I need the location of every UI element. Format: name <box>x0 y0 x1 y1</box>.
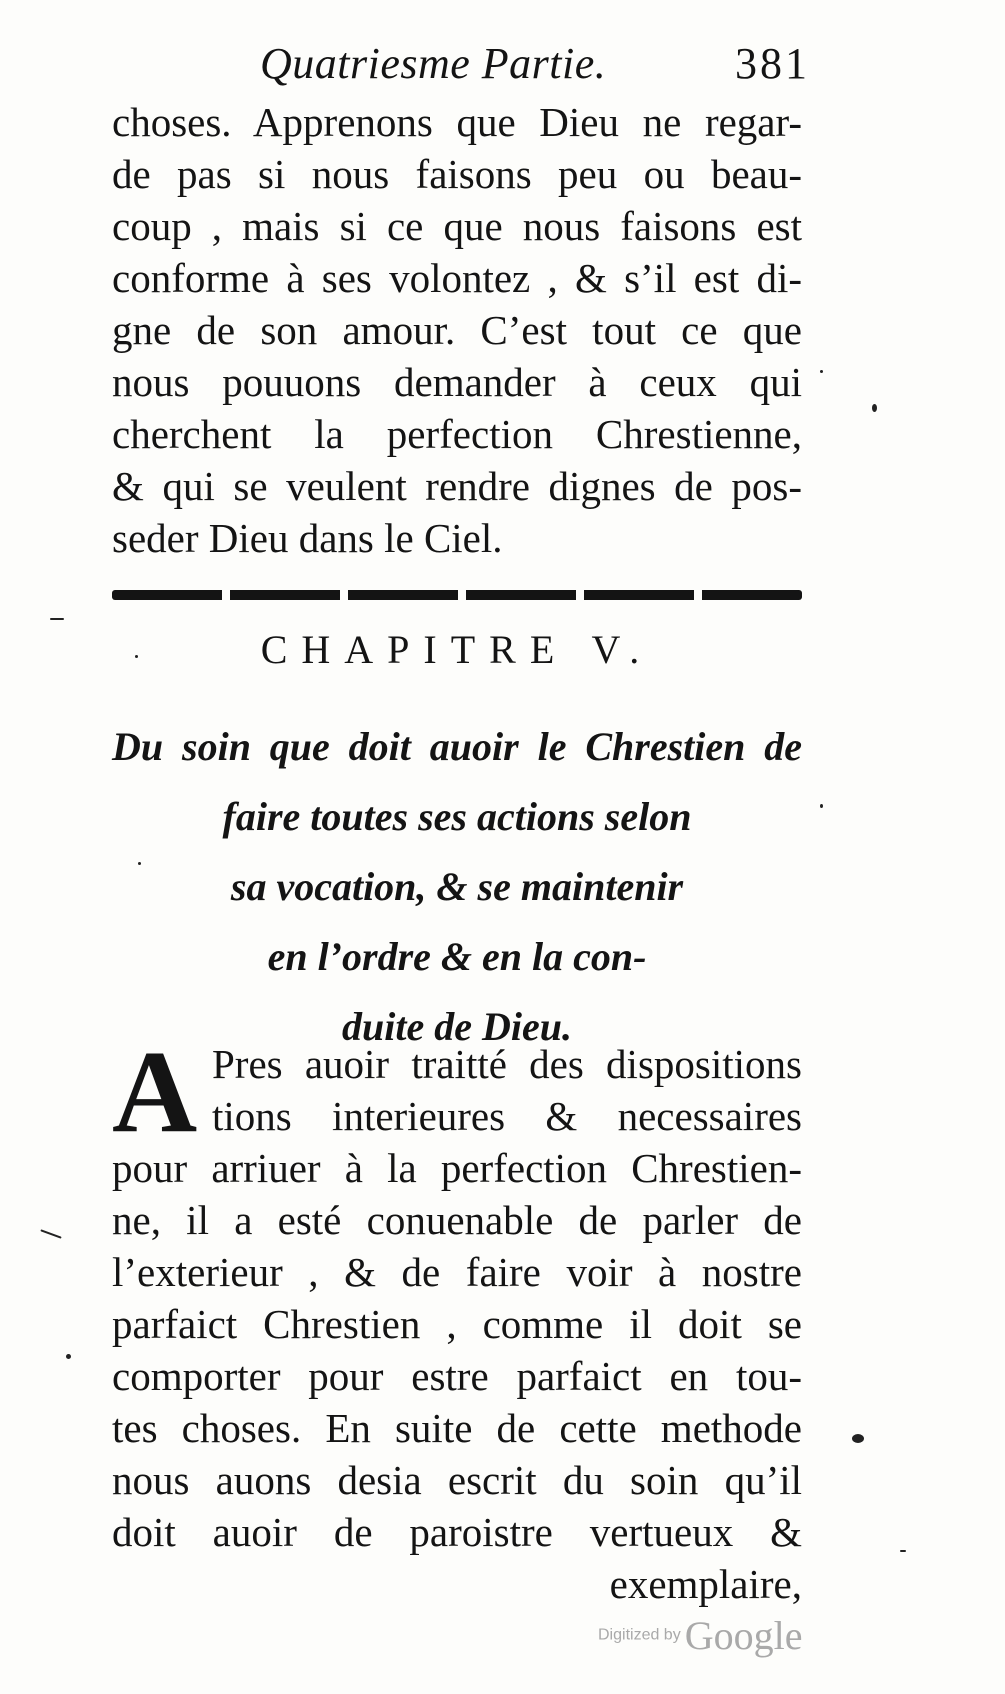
drop-cap: A <box>112 1026 198 1157</box>
text-line: choses. Apprenons que Dieu ne regar- <box>112 99 802 145</box>
ink-speck <box>820 804 823 808</box>
text-line: comporter pour estre parfaict en tou- <box>112 1353 802 1399</box>
text-line: de pas si nous faisons peu ou beau- <box>112 151 802 197</box>
ink-speck <box>872 404 877 412</box>
ink-speck <box>138 862 141 865</box>
text-line: tions interieures & necessaires <box>212 1093 802 1139</box>
ink-speck <box>66 1354 71 1359</box>
text-line: l’exterieur , & de faire voir à nostre <box>112 1249 802 1295</box>
chapter-title-line: Du soin que doit auoir le Chrestien de <box>112 724 802 769</box>
text-line: & qui se veulent rendre dignes de pos- <box>112 463 802 509</box>
ink-speck <box>135 655 138 658</box>
ink-speck <box>40 1229 61 1238</box>
ink-speck <box>852 1434 864 1443</box>
section-divider-rule <box>112 590 802 600</box>
text-line: coup , mais si ce que nous faisons est <box>112 203 802 249</box>
text-line: ne, il a esté conuenable de parler de <box>112 1197 802 1243</box>
page-header <box>250 38 810 98</box>
text-line: pour arriuer à la perfection Chrestien- <box>112 1145 802 1191</box>
text-line: nous pouuons demander à ceux qui <box>112 359 802 405</box>
text-line: doit auoir de paroistre vertueux & <box>112 1509 802 1555</box>
page-number: 381 <box>735 39 810 88</box>
text-line: cherchent la perfection Chrestienne, <box>112 411 802 457</box>
text-line: gne de son amour. C’est tout ce que <box>112 307 802 353</box>
chapter-title-line: faire toutes ses actions selon <box>222 794 692 839</box>
text-line: conforme à ses volontez , & s’il est di- <box>112 255 802 301</box>
text-line: parfaict Chrestien , comme il doit se <box>112 1301 802 1347</box>
text-line: Pres auoir traitté des dispositions <box>212 1041 802 1087</box>
watermark-prefix: Digitized by <box>598 1626 681 1644</box>
google-logo: Google <box>684 1613 803 1658</box>
text-line: tes choses. En suite de cette methode <box>112 1405 802 1451</box>
text-line: seder Dieu dans le Ciel. <box>112 515 503 561</box>
opening-text-block <box>112 96 802 564</box>
chapter-title-line: duite de Dieu. <box>342 1004 572 1049</box>
digitized-watermark <box>598 1612 802 1659</box>
catchword: exemplaire, <box>609 1561 802 1607</box>
running-head: Quatriesme Partie. <box>260 39 607 88</box>
chapter-title-line: en l’ordre & en la con- <box>267 934 647 979</box>
chapter-title <box>112 712 802 1062</box>
ink-speck <box>820 370 823 373</box>
chapter-heading: CHAPITRE V. <box>260 627 654 672</box>
ink-speck <box>50 618 64 620</box>
ink-speck <box>900 1550 906 1552</box>
chapter-title-line: sa vocation, & se maintenir <box>230 864 684 909</box>
text-line: nous auons desia escrit du soin qu’il <box>112 1457 802 1503</box>
